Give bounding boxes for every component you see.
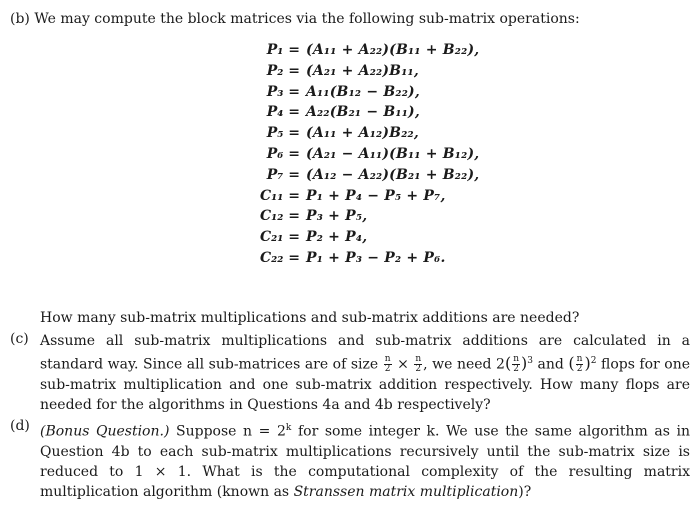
bonus-tag: (Bonus Question.) — [40, 423, 170, 440]
equation-rhs: P₃ + P₅, — [306, 208, 368, 225]
equation-lhs: P₃ = — [266, 83, 300, 100]
equation-row — [255, 102, 479, 123]
equation-rhs: A₂₂(B₂₁ − B₁₁), — [306, 104, 420, 121]
strassen-term: Stranssen matrix multiplication — [293, 483, 519, 500]
equation-row — [255, 206, 479, 227]
part-d-text-3: )? — [518, 483, 532, 500]
equation-lhs: C₁₁ = — [259, 187, 300, 204]
equation-block — [255, 40, 479, 269]
equation-rhs: A₁₁(B₁₂ − B₂₂), — [306, 83, 420, 100]
equation-rhs: (A₁₁ + A₂₂)(B₁₁ + B₂₂), — [306, 42, 480, 58]
equation-rhs: P₂ + P₄, — [306, 229, 368, 246]
equation-lhs: P₂ = — [266, 62, 300, 79]
equation-lhs: P₄ = — [266, 104, 300, 121]
equation-rhs: P₁ + P₃ − P₂ + P₆. — [306, 249, 446, 266]
exponent-2: 2 — [590, 356, 597, 366]
equation-lhs: P₅ = — [266, 125, 300, 142]
times-symbol: × — [397, 356, 409, 373]
part-c-text-3: flops for one sub-matrix multiplication and one sub-matrix addition respectively. How many flops are needed for the algorithms in Questions 4a and 4b respectively? — [40, 356, 691, 413]
exponent-k: k — [285, 423, 292, 433]
equation-row — [255, 82, 479, 103]
part-d-text — [40, 418, 690, 502]
equation-lhs: P₁ = — [266, 42, 300, 58]
equation-row — [255, 227, 479, 248]
part-d-text-2: for some integer k. We use the same algorithm as in Question 4b to each sub-matrix multiplications recursively until the sub-matrix size is reduced to 1 × 1. What is the computational complexity of the resulting matrix multiplication algorithm (known as — [40, 423, 691, 500]
equation-row — [255, 61, 479, 82]
equation-lhs: C₂₁ = — [259, 229, 300, 246]
part-d-label: (d) — [10, 418, 30, 434]
exponent-3: 3 — [527, 356, 533, 366]
fraction-n-over-2: $\frac{n}{2}$ — [384, 354, 391, 375]
equation-row — [255, 123, 479, 144]
part-c-text-1: Assume all sub-matrix multiplications and sub-matrix additions are calculated in a standard way. Since all sub-matrices are of size — [40, 333, 690, 373]
equation-rhs: (A₂₁ + A₂₂)B₁₁, — [306, 62, 419, 79]
fraction-n-over-2: $\frac{n}{2}$ — [513, 354, 519, 375]
equation-lhs: P₆ = — [266, 145, 300, 162]
equation-rhs: (A₁₂ − A₂₂)(B₂₁ + B₂₂), — [306, 166, 480, 183]
part-b-question: How many sub-matrix multiplications and sub-matrix additions are needed? — [40, 310, 580, 326]
part-b-header — [10, 10, 580, 28]
equation-lhs: P₇ = — [266, 166, 300, 183]
part-b-intro: We may compute the block matrices via the following sub-matrix operations: — [34, 11, 580, 27]
equation-lhs: C₁₂ = — [259, 208, 300, 225]
equation-rhs: P₁ + P₄ − P₅ + P₇, — [306, 187, 446, 204]
fraction-n-over-2: $\frac{n}{2}$ — [415, 354, 422, 375]
equation-lhs: C₂₂ = — [259, 249, 300, 266]
equation-row — [255, 165, 479, 186]
part-d-text-1: Suppose n = 2 — [169, 423, 286, 440]
part-b-label: (b) — [10, 11, 30, 27]
part-c-text-2: , we need 2 — [423, 356, 505, 373]
part-c-text: Assume all sub-matrix multiplications and sub-matrix additions are calculated in a standard way. Since all sub-matrices are of size $\frac{n}{2}$ × $\frac{n}{2}$ , we need 2( $\frac{n}{2}$ )$^3$ and ( $\frac{n}{2}$ )$^2$ flops for one sub-matrix multiplication and one sub-matrix addition respectively. How many flops are needed for the algorithms in Questions 4a and 4b respectively? — [40, 333, 691, 413]
equation-row — [255, 40, 479, 61]
equation-rhs: (A₂₁ − A₁₁)(B₁₁ + B₁₂), — [306, 145, 480, 162]
equation-row — [255, 248, 479, 269]
equation-rhs: (A₁₁ + A₁₂)B₂₂, — [306, 125, 419, 142]
fraction-n-over-2: $\frac{n}{2}$ — [576, 354, 583, 375]
part-c-label: (c) — [10, 331, 29, 347]
part-c-and: and — [532, 356, 569, 373]
equation-row — [255, 144, 479, 165]
equation-row — [255, 186, 479, 207]
